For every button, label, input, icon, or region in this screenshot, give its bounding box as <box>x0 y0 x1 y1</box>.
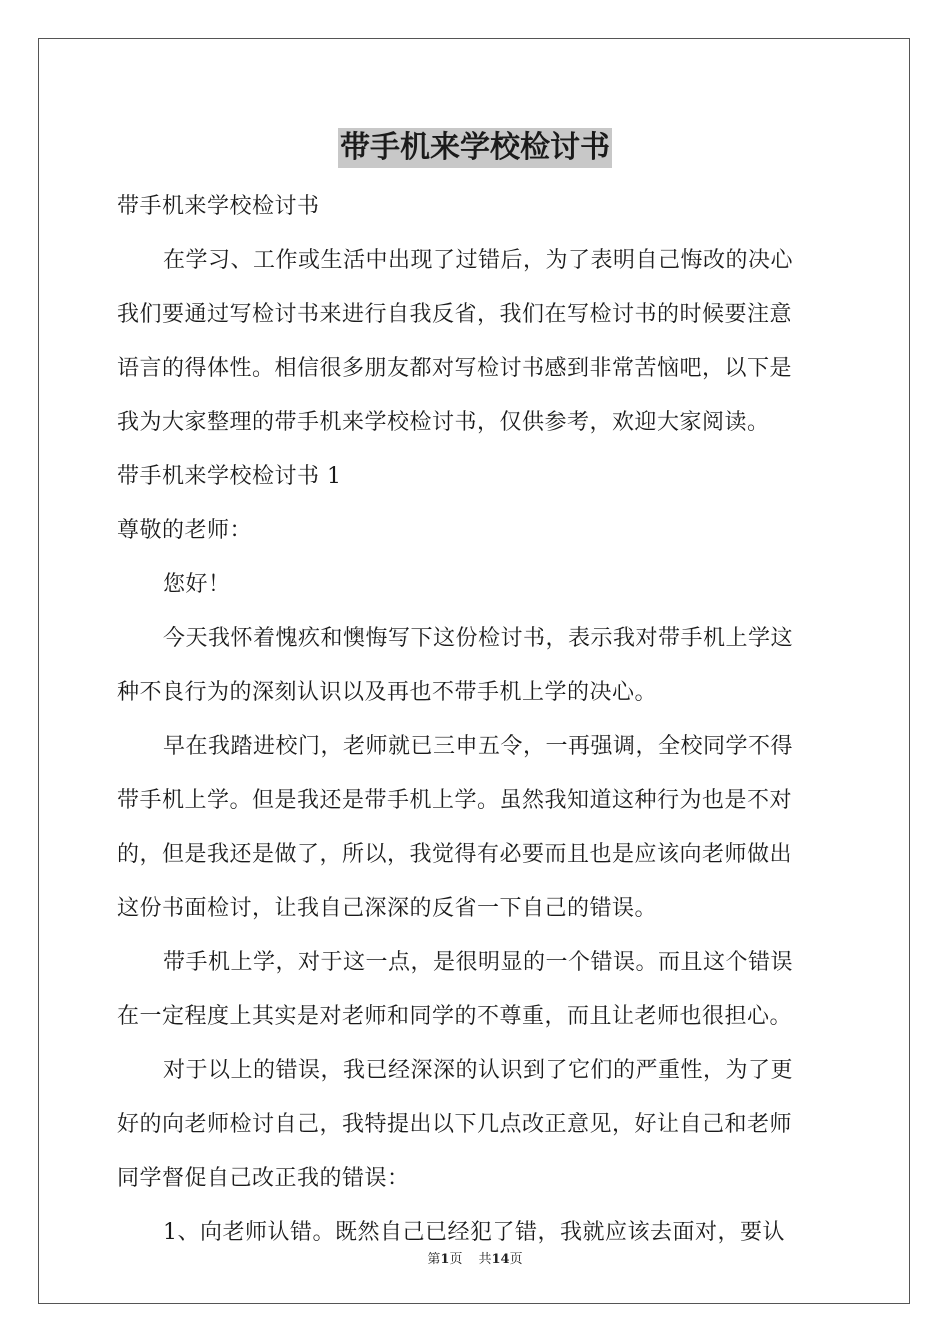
body-line: 带手机上学，对于这一点，是很明显的一个错误。而且这个错误 <box>163 950 794 975</box>
footer-page-number: 1 <box>440 1252 450 1267</box>
body-line: 在学习、工作或生活中出现了过错后，为了表明自己悔改的决心 <box>163 248 794 273</box>
body-line: 我们要通过写检讨书来进行自我反省，我们在写检讨书的时候要注意 <box>117 302 793 327</box>
footer-page-suffix: 页 <box>449 1252 463 1267</box>
body-line: 您好！ <box>163 572 231 597</box>
document-title-wrap <box>0 128 950 168</box>
body-line: 语言的得体性。相信很多朋友都对写检讨书感到非常苦恼吧，以下是 <box>117 356 793 381</box>
body-line: 今天我怀着愧疚和懊悔写下这份检讨书，表示我对带手机上学这 <box>163 626 794 651</box>
page-footer <box>0 1248 950 1267</box>
body-line: 带手机来学校检讨书 1 <box>117 464 342 489</box>
body-line: 对于以上的错误，我已经深深的认识到了它们的严重性，为了更 <box>163 1058 794 1083</box>
body-line: 1、向老师认错。既然自己已经犯了错，我就应该去面对，要认 <box>163 1220 785 1245</box>
body-line: 带手机上学。但是我还是带手机上学。虽然我知道这种行为也是不对 <box>117 788 793 813</box>
body-line: 这份书面检讨，让我自己深深的反省一下自己的错误。 <box>117 896 658 921</box>
document-body <box>117 180 837 1260</box>
body-line: 种不良行为的深刻认识以及再也不带手机上学的决心。 <box>117 680 658 705</box>
body-line: 带手机来学校检讨书 <box>117 194 320 219</box>
body-line: 尊敬的老师： <box>117 518 253 543</box>
body-line: 同学督促自己改正我的错误： <box>117 1166 410 1191</box>
footer-page-prefix: 第 <box>427 1252 441 1267</box>
footer-total-prefix: 共 <box>478 1252 492 1267</box>
body-line: 早在我踏进校门，老师就已三申五令，一再强调，全校同学不得 <box>163 734 794 759</box>
document-title: 带手机来学校检讨书 <box>338 128 612 168</box>
footer-total-suffix: 页 <box>509 1252 523 1267</box>
body-line: 我为大家整理的带手机来学校检讨书，仅供参考，欢迎大家阅读。 <box>117 410 770 435</box>
body-line: 在一定程度上其实是对老师和同学的不尊重，而且让老师也很担心。 <box>117 1004 793 1029</box>
footer-total-number: 14 <box>491 1252 510 1267</box>
body-line: 的，但是我还是做了，所以，我觉得有必要而且也是应该向老师做出 <box>117 842 793 867</box>
body-line: 好的向老师检讨自己，我特提出以下几点改正意见，好让自己和老师 <box>117 1112 793 1137</box>
